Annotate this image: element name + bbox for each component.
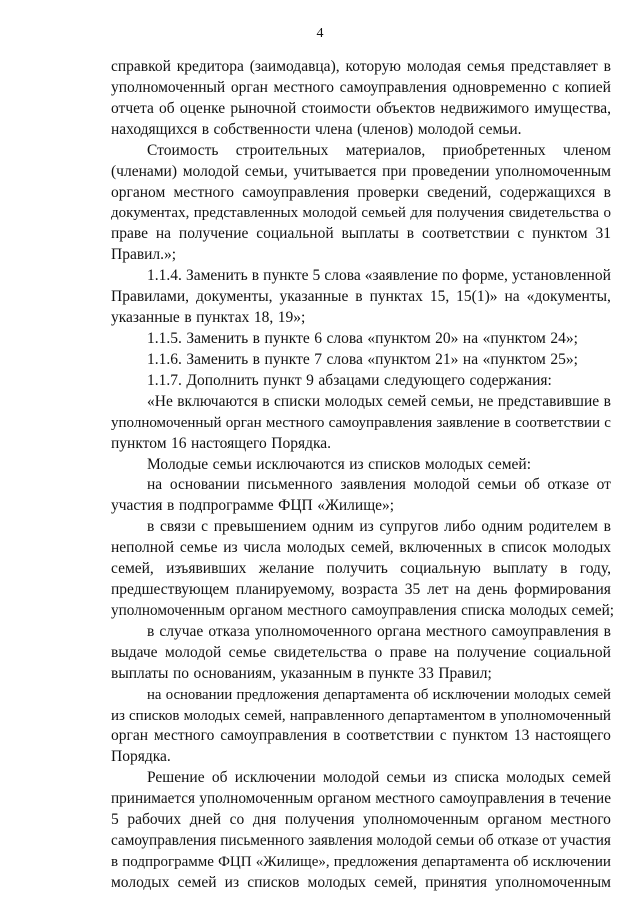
text-line: на основании предложения департамента об исключении молодых семей bbox=[147, 686, 611, 703]
text-line: в подпрограмме ФЦП «Жилище», предложения департамента об исключении bbox=[111, 854, 611, 870]
text-line: семей, изъявивших желание получить социальную выплату в году, bbox=[111, 560, 611, 578]
text-line: Правил.»; bbox=[111, 246, 177, 264]
text-line: молодых семей из списков молодых семей, принятия уполномоченным bbox=[111, 873, 611, 891]
text-line: Правилами, документы, указанные в пунктах 15, 15(1)» на «документы, bbox=[111, 288, 611, 306]
text-line: Порядка. bbox=[111, 748, 171, 766]
text-line: Решение об исключении молодой семьи из списка молодых семей bbox=[147, 769, 611, 787]
text-line: праве на получение социальной выплаты в соответствии с пунктом 31 bbox=[111, 225, 611, 243]
text-line: предшествующем планируемому, возраста 35 лет на день формирования bbox=[111, 581, 611, 598]
text-line: пунктом 16 настоящего Порядка. bbox=[111, 434, 332, 452]
page-number: 4 bbox=[316, 26, 324, 41]
text-line: отчета об оценке рыночной стоимости объектов недвижимого имущества, bbox=[111, 99, 611, 117]
text-line: неполной семье из числа молодых семей, включенных в список молодых bbox=[111, 539, 611, 557]
text-line: 1.1.7. Дополнить пункт 9 абзацами следующего содержания: bbox=[147, 371, 552, 389]
text-line: Молодые семьи исключаются из списков молодых семей: bbox=[147, 455, 532, 473]
text-line: участия в подпрограмме ФЦП «Жилище»; bbox=[111, 497, 395, 515]
text-line: орган местного самоуправления в соответствии с пунктом 13 настоящего bbox=[111, 727, 611, 745]
text-line: выдаче молодой семье свидетельства о праве на получение социальной bbox=[111, 643, 611, 661]
text-line: документах, представленных молодой семьей для получения свидетельства о bbox=[111, 205, 611, 222]
text-line: уполномоченный орган местного самоуправления одновременно с копией bbox=[111, 78, 611, 96]
text-line: органом местного самоуправления проверки сведений, содержащихся в bbox=[111, 183, 611, 201]
text-line: в случае отказа уполномоченного органа местного самоуправления в bbox=[147, 622, 611, 640]
text-line: 1.1.5. Заменить в пункте 6 слова «пунктом 20» на «пунктом 24»; bbox=[147, 330, 578, 347]
text-line: справкой кредитора (заимодавца), которую молодая семья представляет в bbox=[111, 58, 611, 75]
text-line: самоуправления письменного заявления молодой семьи об отказе от участия bbox=[111, 832, 611, 849]
text-line: Стоимость строительных материалов, приобретенных членом bbox=[147, 141, 611, 159]
text-line: 1.1.4. Заменить в пункте 5 слова «заявление по форме, установленной bbox=[147, 267, 611, 285]
text-line: из списков молодых семей, направленного департаментом в уполномоченный bbox=[111, 707, 611, 724]
text-line: находящихся в собственности члена (членов) молодой семьи. bbox=[111, 120, 522, 138]
text-line: принимается уполномоченным органом местного самоуправления в течение bbox=[111, 790, 611, 808]
text-line: в связи с превышением одним из супругов либо одним родителем в bbox=[147, 518, 611, 536]
text-line: на основании письменного заявления молодой семьи об отказе от bbox=[147, 476, 611, 494]
text-line: «Не включаются в списки молодых семей семьи, не представившие в bbox=[147, 392, 611, 410]
text-line: уполномоченный орган местного самоуправления заявление в соответствии с bbox=[111, 414, 611, 431]
text-line: уполномоченным органом местного самоуправления списка молодых семей; bbox=[111, 601, 615, 619]
text-line: 5 рабочих дней со дня получения уполномоченным органом местного bbox=[111, 811, 611, 829]
text-line: указанные в пунктах 18, 19»; bbox=[111, 309, 306, 326]
text-line: 1.1.6. Заменить в пункте 7 слова «пунктом 21» на «пунктом 25»; bbox=[147, 350, 578, 368]
text-line: (членами) молодой семьи, учитывается при проведении уполномоченным bbox=[111, 162, 611, 180]
text-line: выплаты по основаниям, указанным в пункте 33 Правил; bbox=[111, 664, 492, 682]
